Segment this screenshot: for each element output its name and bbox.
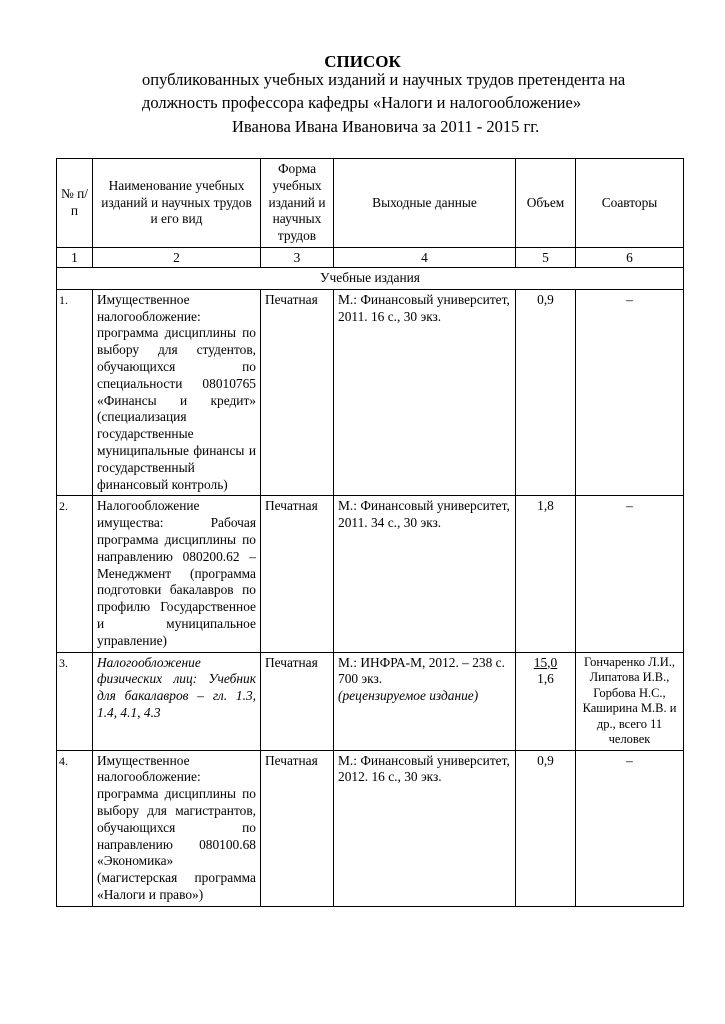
publication-form: Печатная — [261, 750, 334, 906]
output-text: М.: Финансовый университет, 2011. 16 с., 30 экз. — [338, 291, 510, 324]
column-number: 2 — [93, 247, 261, 267]
publication-coauthors: – — [576, 750, 684, 906]
section-title: Учебные издания — [57, 267, 684, 289]
column-numbers-row — [57, 247, 684, 267]
document-title: СПИСОК — [324, 52, 401, 71]
row-number: 3. — [57, 652, 93, 750]
column-header-form: Форма учебных изданий и научных трудов — [261, 159, 334, 248]
column-header-volume: Объем — [516, 159, 576, 248]
publication-output — [334, 652, 516, 750]
row-number: 1. — [57, 289, 93, 496]
author-volume: 1,6 — [537, 671, 554, 687]
output-text: М.: Финансовый университет, 2012. 16 с., 30 экз. — [338, 752, 510, 785]
publication-output — [334, 750, 516, 906]
subtitle-line-1: опубликованных учебных изданий и научных трудов претендента на — [142, 70, 626, 89]
publication-coauthors: Гончаренко Л.И., Липатова И.В., Горбова Н.С., Каширина М.В. и др., всего 11 человек — [576, 652, 684, 750]
column-header-output: Выходные данные — [334, 159, 516, 248]
publication-form: Печатная — [261, 496, 334, 652]
column-number: 3 — [261, 247, 334, 267]
output-text: М.: ИНФРА-М, 2012. – 238 с. 700 экз. — [338, 654, 505, 687]
publication-output — [334, 496, 516, 652]
subtitle-line-3: Иванова Ивана Ивановича за 2011 - 2015 гг. — [232, 117, 540, 136]
publication-volume: 1,8 — [516, 496, 576, 652]
row-number: 2. — [57, 496, 93, 652]
publication-volume: 0,9 — [516, 750, 576, 906]
publication-name: Имущественное налогообложение: программа дисциплины по выбору для магистрантов, обучающихся по направлению 080100.68 «Экономика» (магистерская программа «Налоги и право») — [93, 750, 261, 906]
peer-reviewed-note: (рецензируемое издание) — [338, 688, 479, 704]
publication-name: Налогообложение имущества: Рабочая программа дисциплины по направлению 080200.62 – Менеджмент (программа подготовки бакалавров по профилю Государственное и муниципальное управление) — [93, 496, 261, 652]
column-number: 4 — [334, 247, 516, 267]
publication-volume — [516, 652, 576, 750]
column-number: 1 — [57, 247, 93, 267]
publications-table — [56, 158, 684, 907]
publication-output — [334, 289, 516, 496]
subtitle-line-2: должность профессора кафедры «Налоги и налогообложение» — [142, 93, 582, 112]
table-row — [57, 750, 684, 906]
column-number: 5 — [516, 247, 576, 267]
column-header-name: Наименование учебных изданий и научных трудов и его вид — [93, 159, 261, 248]
publication-coauthors: – — [576, 289, 684, 496]
publication-name: Имущественное налогообложение: программа дисциплины по выбору для студентов, обучающихся по специальности 08010765 «Финансы и кредит» (специализация государственные муниципальные финансы и государственный финансовый контроль) — [93, 289, 261, 496]
publication-coauthors: – — [576, 496, 684, 652]
total-volume: 15,0 — [533, 654, 558, 670]
section-row — [57, 267, 684, 289]
table-row — [57, 289, 684, 496]
header-row — [57, 159, 684, 248]
publication-name: Налогообложение физических лиц: Учебник для бакалавров – гл. 1.3, 1.4, 4.1, 4.3 — [93, 652, 261, 750]
table-row — [57, 652, 684, 750]
publication-form: Печатная — [261, 289, 334, 496]
column-header-number: № п/п — [57, 159, 93, 248]
table-row — [57, 496, 684, 652]
output-text: М.: Финансовый университет, 2011. 34 с., 30 экз. — [338, 498, 510, 531]
column-header-coauthors: Соавторы — [576, 159, 684, 248]
column-number: 6 — [576, 247, 684, 267]
publication-form: Печатная — [261, 652, 334, 750]
row-number: 4. — [57, 750, 93, 906]
publication-volume: 0,9 — [516, 289, 576, 496]
